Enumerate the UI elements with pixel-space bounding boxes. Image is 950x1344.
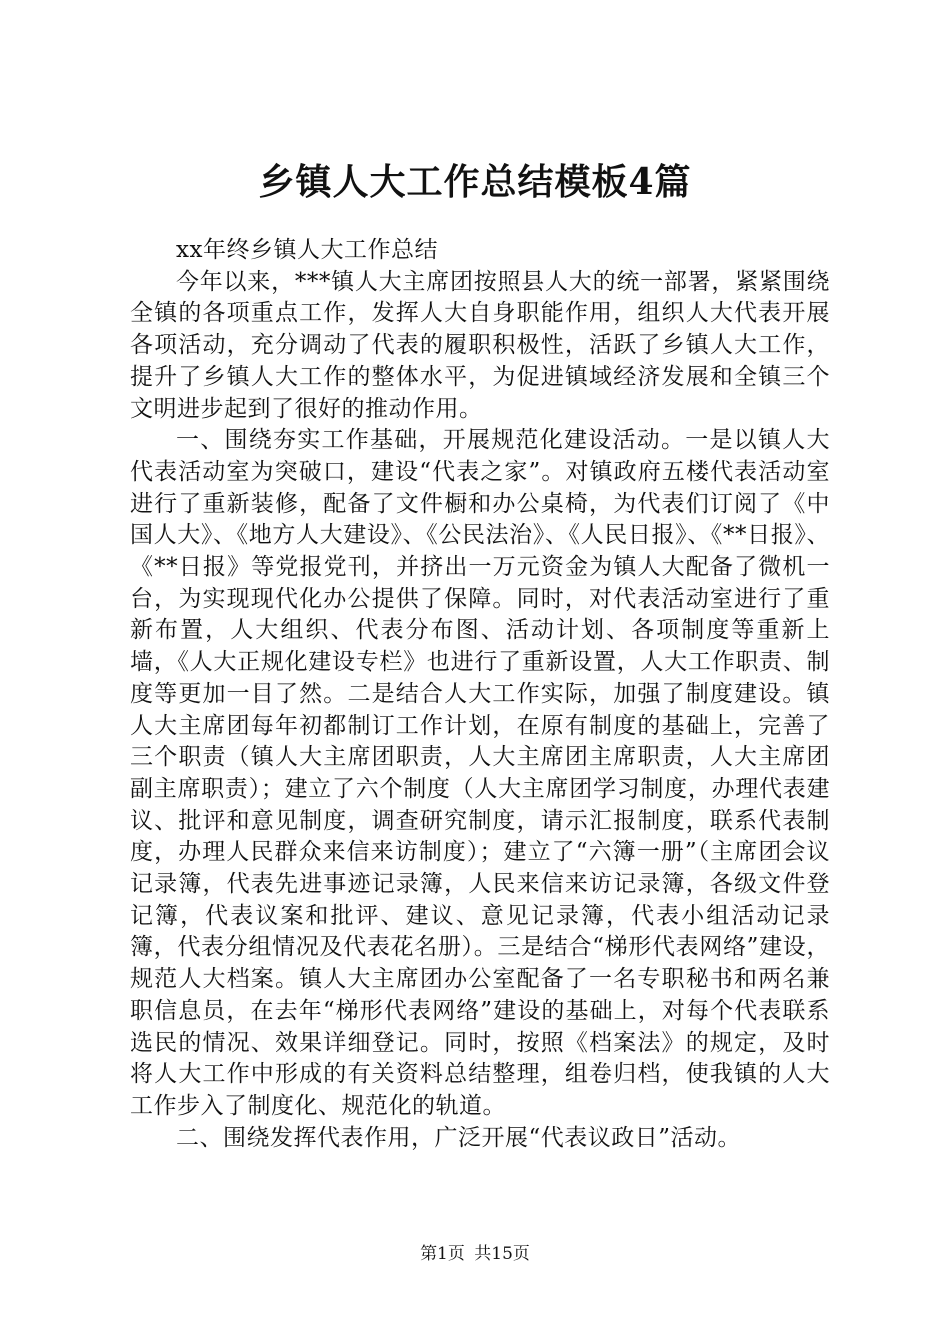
paragraph-intro: 今年以来，***镇人大主席团按照县人大的统一部署，紧紧围绕全镇的各项重点工作，发挥人大自身职能作用，组织人大代表开展各项活动，充分调动了代表的履职积极性，活跃了乡镇人大工作，提升了乡镇人大工作的整体水平，为促进镇域经济发展和全镇三个文明进步起到了很好的推动作用。 (130, 268, 830, 422)
page-number: 第1页 (420, 1244, 465, 1264)
document-body (130, 235, 830, 1154)
document-subtitle: xx年终乡镇人大工作总结 (176, 237, 438, 263)
document-title: 乡镇人大工作总结模板4篇 (258, 161, 692, 203)
paragraph-section-two: 二、围绕发挥代表作用，广泛开展“代表议政日”活动。 (176, 1124, 742, 1151)
page-total: 共15页 (474, 1244, 530, 1264)
page-footer (0, 1243, 950, 1265)
paragraph-section-one: 一、围绕夯实工作基础，开展规范化建设活动。一是以镇人大代表活动室为突破口，建设“代表之家”。对镇政府五楼代表活动室进行了重新装修，配备了文件橱和办公桌椅，为代表们订阅了《中国人大》、《地方人大建设》、《公民法治》、《人民日报》、《**日报》、《**日报》等党报党刊，并挤出一万元资金为镇人大配备了微机一台，为实现现代化办公提供了保障。同时，对代表活动室进行了重新布置，人大组织、代表分布图、活动计划、各项制度等重新上墙，《人大正规化建设专栏》也进行了重新设置，人大工作职责、制度等更加一目了然。二是结合人大工作实际，加强了制度建设。镇人大主席团每年初都制订工作计划，在原有制度的基础上，完善了三个职责（镇人大主席团职责，人大主席团主席职责，人大主席团副主席职责）；建立了六个制度（人大主席团学习制度，办理代表建议、批评和意见制度，调查研究制度，请示汇报制度，联系代表制度，办理人民群众来信来访制度）；建立了“六簿一册”（主席团会议记录簿，代表先进事迹记录簿，人民来信来访记录簿，各级文件登记簿，代表议案和批评、建议、意见记录簿，代表小组活动记录簿，代表分组情况及代表花名册）。三是结合“梯形代表网络”建设，规范人大档案。镇人大主席团办公室配备了一名专职秘书和两名兼职信息员，在去年“梯形代表网络”建设的基础上，对每个代表联系选民的情况、效果详细登记。同时，按照《档案法》的规定，及时将人大工作中形成的有关资料总结整理，组卷归档，使我镇的人大工作步入了制度化、规范化的轨道。 (130, 427, 830, 1119)
